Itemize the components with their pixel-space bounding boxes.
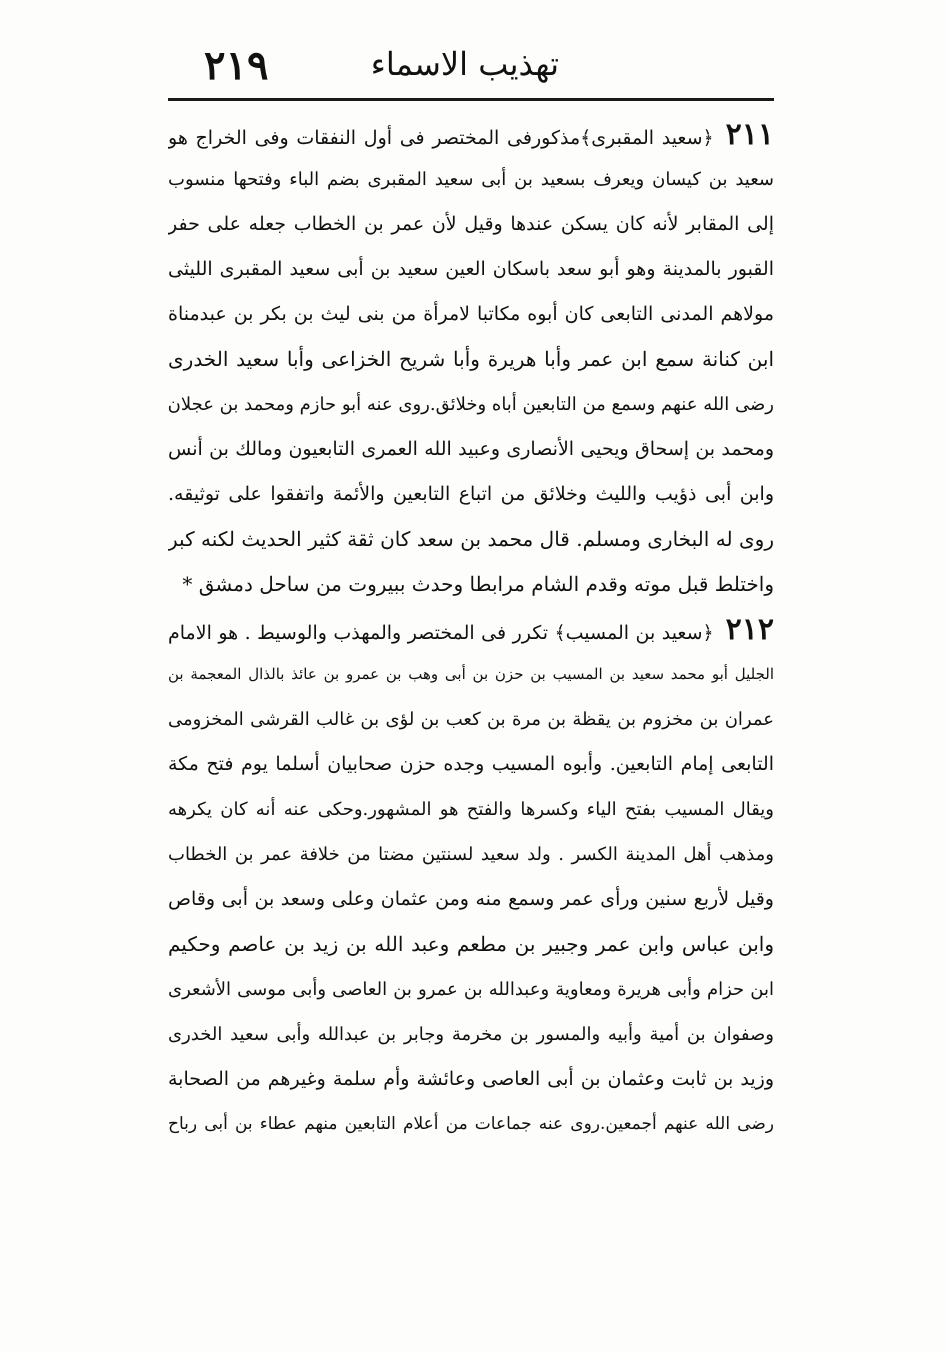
text-line: ومذهب أهل المدينة الكسر . ولد سعيد لسنتين مضتا من خلافة عمر بن الخطاب xyxy=(168,844,774,865)
body-text xyxy=(168,112,774,1147)
entry-212-line-1 xyxy=(168,607,774,652)
text-line: مولاهم المدنى التابعى كان أبوه مكاتبا لامرأة من بنى ليث بن بكر بن عبدمناة xyxy=(168,303,774,325)
text-line: سعيد بن كيسان ويعرف بسعيد بن أبى سعيد المقبرى بضم الباء وفتحها منسوب xyxy=(168,169,774,190)
text-line: إلى المقابر لأنه كان يسكن عندها وقيل لأن عمر بن الخطاب جعله على حفر xyxy=(168,213,774,235)
text-line: ابن حزام وأبى هريرة ومعاوية وعبدالله بن عمرو بن العاصى وأبى موسى الأشعرى xyxy=(168,979,774,1000)
running-header xyxy=(168,38,774,100)
running-title: تهذيب الاسماء xyxy=(370,45,559,83)
text-line: وصفوان بن أمية وأبيه والمسور بن مخرمة وجابر بن عبدالله وأبى سعيد الخدرى xyxy=(168,1024,774,1045)
text-line: عمران بن مخزوم بن يقظة بن مرة بن كعب بن لؤى بن غالب القرشى المخزومى xyxy=(168,709,774,730)
text-line: القبور بالمدينة وهو أبو سعد باسكان العين سعيد بن أبى سعيد المقبرى الليثى xyxy=(168,258,774,280)
text-line: وزيد بن ثابت وعثمان بن أبى العاصى وعائشة وأم سلمة وغيرهم من الصحابة xyxy=(168,1068,774,1090)
text-line: وابن أبى ذؤيب والليث وخلائق من اتباع التابعين والأئمة واتفقوا على توثيقه. xyxy=(168,483,774,505)
text-line: الجليل أبو محمد سعيد بن المسيب بن حزن بن أبى وهب بن عمرو بن عائذ بالذال المعجمة بن xyxy=(168,665,774,683)
text-line: وابن عباس وابن عمر وجبير بن مطعم وعبد الله بن زيد بن عاصم وحكيم xyxy=(168,932,774,956)
text-line: التابعى إمام التابعين. وأبوه المسيب وجده حزن صحابيان أسلما يوم فتح مكة xyxy=(168,753,774,775)
entry-text: ﴿سعيد المقبرى﴾مذكورفى المختصر فى أول النفقات وفى الخراج هو xyxy=(168,127,714,149)
text-line: روى له البخارى ومسلم. قال محمد بن سعد كان ثقة كثير الحديث لكنه كبر xyxy=(168,527,774,551)
text-line: ويقال المسيب بفتح الياء وكسرها والفتح هو المشهور.وحكى عنه أنه كان يكرهه xyxy=(168,799,774,820)
page-number: ٢١٩ xyxy=(204,42,269,89)
entry-211-line-1 xyxy=(168,112,774,157)
text-line: وقيل لأربع سنين ورأى عمر وسمع منه ومن عثمان وعلى وسعد بن أبى وقاص xyxy=(168,888,774,910)
entry-number: ٢١١ xyxy=(725,117,774,152)
header-rule xyxy=(168,98,774,101)
text-line: ومحمد بن إسحاق ويحيى الأنصارى وعبيد الله العمرى التابعيون ومالك بن أنس xyxy=(168,438,774,460)
text-line: رضى الله عنهم وسمع من التابعين أباه وخلائق.روى عنه أبو حازم ومحمد بن عجلان xyxy=(168,394,774,415)
entry-text: ﴿سعيد بن المسيب﴾ تكرر فى المختصر والمهذب والوسيط . هو الامام xyxy=(168,622,714,644)
text-line: واختلط قبل موته وقدم الشام مرابطا وحدث ببيروت من ساحل دمشق * xyxy=(182,572,774,596)
entry-number: ٢١٢ xyxy=(725,612,774,647)
text-line: ابن كنانة سمع ابن عمر وأبا هريرة وأبا شريح الخزاعى وأبا سعيد الخدرى xyxy=(168,347,774,371)
text-line: رضى الله عنهم أجمعين.روى عنه جماعات من أعلام التابعين منهم عطاء بن أبى رباح xyxy=(168,1114,774,1134)
